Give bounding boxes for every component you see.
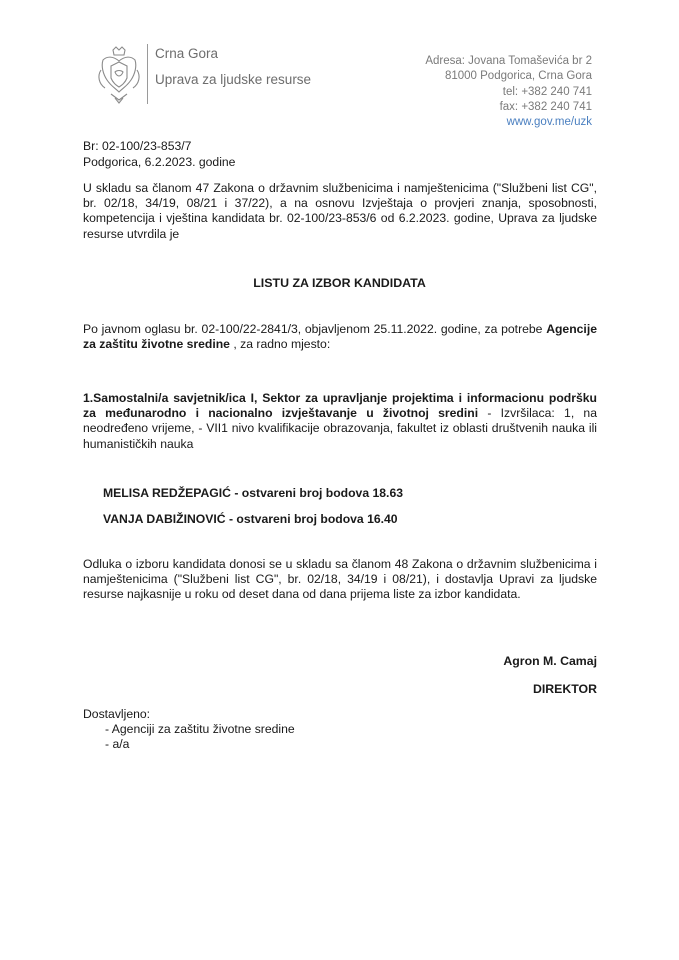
government-name: Crna Gora	[155, 46, 219, 61]
logo-divider	[147, 44, 148, 104]
delivered-item: - a/a	[105, 737, 130, 752]
place-date: Podgorica, 6.2.2023. godine	[83, 155, 236, 169]
address-line-2: 81000 Podgorica, Crna Gora	[444, 70, 592, 83]
document-title: LISTU ZA IZBOR KANDIDATA	[253, 276, 426, 290]
fax-number: fax: +382 240 741	[499, 100, 592, 113]
signatory-name: Agron M. Camaj	[503, 654, 597, 668]
delivered-label: Dostavljeno:	[83, 707, 151, 721]
coat-of-arms-logo	[93, 44, 145, 106]
announcement-prefix: Po javnom oglasu br. 02-100/22-2841/3, objavljenom 25.11.2022. godine, za potrebe	[83, 322, 547, 336]
contact-block	[425, 54, 592, 130]
candidate-entry: VANJA DABIŽINOVIĆ - ostvareni broj bodova 16.40	[103, 512, 398, 526]
phone-number: tel: +382 240 741	[502, 85, 592, 98]
announcement-suffix: , za radno mjesto:	[229, 337, 331, 352]
position-details: - Izvršilaca: 1, na neodređeno vrijeme, - VII1 nivo kvalifikacije obrazovanja, fakultet iz oblasti društvenih nauka ili humanističkih nauka	[83, 406, 597, 451]
agency-name: Agencije za zaštitu životne sredine	[83, 322, 597, 352]
candidate-entry: MELISA REDŽEPAGIĆ - ostvareni broj bodova 18.63	[103, 486, 404, 500]
delivered-list	[105, 722, 295, 752]
department-name: Uprava za ljudske resurse	[155, 72, 312, 87]
position-title: 1.Samostalni/a savjetnik/ica I, Sektor za upravljanje projektima i informacionu podršku za međunarodno i nacionalno izvještavanje u životnoj sredini	[83, 391, 597, 421]
closing-paragraph: Odluka o izboru kandidata donosi se u skladu sa članom 48 Zakona o državnim službenicima i namještenicima ("Službeni list CG", br. 02/18, 34/19 i 08/21), i dostavlja Upravi za ljudske resurse najkasnije u roku od deset dana od dana prijema liste za izbor kandidata.	[83, 557, 597, 602]
intro-paragraph: U skladu sa članom 47 Zakona o državnim službenicima i namještenicima ("Službeni list CG", br. 02/18, 34/19, 08/21 i 37/22), a na osnovu Izvještaja o provjeri znanja, sposobnosti, kompetencija i vještina kandidata br. 02-100/23-853/6 od 6.2.2023. godine, Uprava za ljudske resurse utvrdila je	[83, 181, 597, 241]
delivered-item: - Agenciji za zaštitu životne sredine	[105, 722, 295, 736]
signatory-title: DIREKTOR	[533, 682, 597, 696]
position-paragraph	[83, 391, 597, 452]
address-line-1: Adresa: Jovana Tomaševića br 2	[425, 55, 592, 67]
announcement-paragraph	[83, 322, 597, 352]
website-link[interactable]: www.gov.me/uzk	[506, 116, 592, 129]
reference-number: Br: 02-100/23-853/7	[83, 139, 192, 153]
